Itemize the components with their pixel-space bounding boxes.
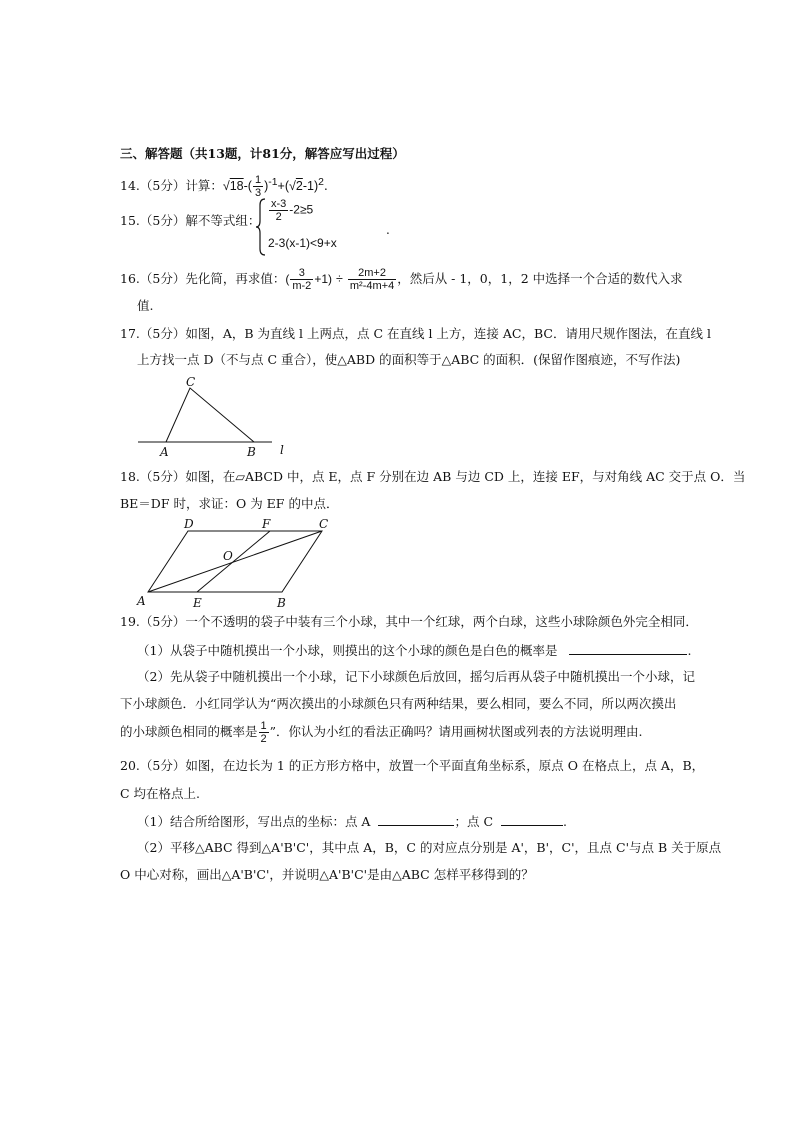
label-a: A — [160, 445, 169, 459]
question-number: 14. — [120, 177, 140, 193]
triangle-on-line-diagram — [132, 374, 292, 460]
question-prefix: 先化简，再求值： — [185, 271, 286, 286]
question-17 — [120, 326, 711, 342]
question-score: （5分） — [139, 758, 186, 773]
question-score: （5分） — [139, 213, 186, 228]
question-number: 15. — [120, 213, 140, 228]
question-20-line-2: C 均在格点上. — [120, 786, 201, 801]
question-19-part-2-line-3: 的小球颜色相同的概率是 $\frac{1}{2}$ ”．你认为小红的看法正确吗？请用画树状图或列表的方法说明理由. — [120, 720, 643, 745]
triangle-figure — [132, 374, 292, 460]
question-score: （5分） — [139, 469, 186, 484]
label-c: C — [186, 375, 196, 389]
question-prefix: 计算： — [185, 177, 223, 193]
question-19 — [120, 614, 698, 630]
question-text-line-1: 如图，A，B 为直线 l 上两点，点 C 在直线 l 上方，连接 AC，BC．请用尺规作图法，在直线 l — [185, 326, 711, 341]
question-16: 16.（5分）先化简，再求值：( $\frac{3}{m-2}$ +1) ÷ $\frac{2m+2}{\text{m²-4m+4}}$ ，然后从 - 1，0，1，2 中选择一个合适的数代入求 — [120, 267, 683, 292]
inequality-line-2: 2-3(x-1)<9+x — [268, 236, 337, 250]
question-number: 18. — [120, 469, 140, 484]
question-20 — [120, 758, 704, 774]
parallelogram-figure — [132, 514, 342, 610]
question-16-suffix: ，然后从 - 1，0，1，2 中选择一个合适的数代入求 — [397, 271, 683, 286]
label-d: D — [184, 517, 194, 531]
answer-blank[interactable] — [569, 642, 687, 655]
question-16-line-2: 值. — [137, 298, 154, 313]
question-number: 16. — [120, 271, 140, 286]
triangle-abc — [166, 388, 254, 442]
question-15 — [120, 213, 260, 229]
question-19-part-2-line-2: 下小球颜色．小红同学认为“两次摸出的小球颜色只有两种结果，要么相同，要么不同，所以两次摸出 — [120, 696, 677, 711]
diagonal-ac — [148, 531, 322, 592]
math-expression: √18-( $\frac{1}{3}$ )$^{-1}+(√2-1)^2$ — [222, 174, 324, 199]
question-number: 17. — [120, 326, 140, 341]
label-b: B — [277, 596, 286, 610]
question-20-part-2-line-1: （2）平移△ABC 得到△A'B'C'，其中点 A，B，C 的对应点分别是 A'，B'，C'，且点 C'与点 B 关于原点 — [137, 840, 722, 855]
question-prefix: 解不等式组： — [185, 213, 261, 228]
label-c: C — [319, 517, 329, 531]
question-20-part-1: （1）结合所给图形，写出点的坐标：点 A ；点 C . — [137, 814, 567, 829]
label-l: l — [280, 443, 284, 457]
question-score: （5分） — [139, 177, 186, 193]
inequality-line-1: $\frac{x-3}{2}$ -2≥5 — [271, 198, 314, 223]
question-text-line-1: 一个不透明的袋子中装有三个小球，其中一个红球，两个白球，这些小球除颜色外完全相同． — [185, 614, 698, 629]
question-20-part-2-line-2: O 中心对称，画出△A'B'C'，并说明△A'B'C'是由△ABC 怎样平移得到的？ — [120, 867, 534, 882]
inequality-system: $\frac{x-3}{2}$ -2≥5 2-3(x-1)<9+x . — [256, 196, 396, 258]
question-text-line-1: 如图，在边长为 1 的正方形方格中，放置一个平面直角坐标系，原点 O 在格点上，点 A，B， — [185, 758, 705, 773]
question-score: （5分） — [139, 271, 186, 286]
answer-blank-point-a[interactable] — [378, 813, 454, 826]
question-14: 14.（5分）计算：√18-( $\frac{1}{3}$ )$^{-1}+(√2-1)^2$. — [120, 174, 328, 199]
question-text-line-1: 如图，在▱ABCD 中，点 E，点 F 分别在边 AB 与边 CD 上，连接 EF，与对角线 AC 交于点 O．当 — [185, 469, 746, 484]
question-17-line-2: 上方找一点 D（不与点 C 重合），使△ABD 的面积等于△ABC 的面积．(保留作图痕迹，不写作法) — [137, 352, 681, 367]
question-number: 19. — [120, 614, 140, 629]
label-f: F — [262, 517, 271, 531]
question-number: 20. — [120, 758, 140, 773]
question-18-line-2: BE＝DF 时，求证：O 为 EF 的中点． — [120, 496, 339, 511]
question-score: （5分） — [139, 326, 186, 341]
label-o: O — [223, 549, 233, 563]
label-e: E — [193, 596, 202, 610]
question-19-part-1: （1）从袋子中随机摸出一个小球，则摸出的这个小球的颜色是白色的概率是 . — [137, 643, 692, 658]
question-18 — [120, 469, 745, 485]
label-b: B — [247, 445, 256, 459]
section-title: 三、解答题（共13题，计81分，解答应写出过程） — [120, 146, 405, 161]
label-a: A — [137, 594, 146, 608]
question-19-part-2-line-1: （2）先从袋子中随机摸出一个小球，记下小球颜色后放回，摇匀后再从袋子中随机摸出一个小球，记 — [137, 669, 695, 684]
question-score: （5分） — [139, 614, 186, 629]
answer-blank-point-c[interactable] — [501, 813, 563, 826]
parallelogram-diagram — [132, 514, 342, 610]
segment-ef — [197, 531, 270, 592]
